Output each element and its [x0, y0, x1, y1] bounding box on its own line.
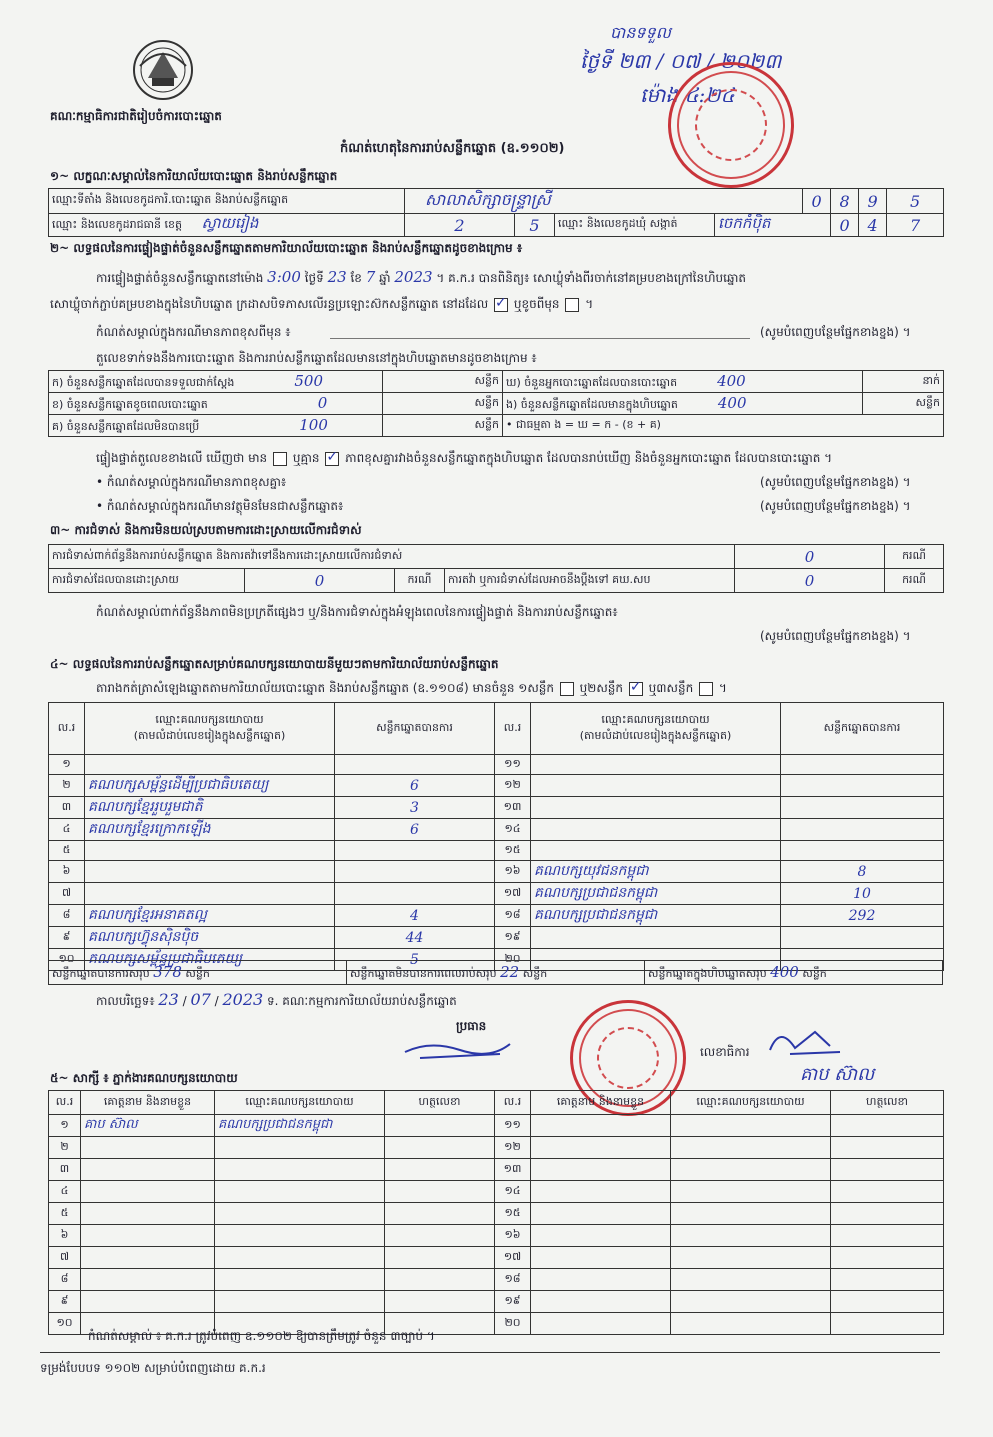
- party-votes: [781, 755, 944, 775]
- secretary-label: លេខាធិការ: [700, 1045, 750, 1059]
- verification-line: [96, 268, 746, 288]
- party-name: [531, 775, 781, 797]
- witness-name: [531, 1181, 671, 1203]
- complaints-value: 0: [735, 545, 885, 569]
- party-votes: [781, 775, 944, 797]
- party-votes: 44: [335, 927, 495, 949]
- row-number: ១១: [495, 755, 531, 775]
- col-party: [531, 703, 781, 755]
- total-valid-label: សន្លឹកឆ្នោតបានការសរុប: [52, 966, 150, 980]
- party-name: [85, 841, 335, 861]
- date-month: 07: [190, 990, 211, 1009]
- table-row: [49, 1291, 944, 1313]
- committee-label: ទ. គណៈកម្មការការិយាល័យរាប់សន្លឹកឆ្នោត: [267, 994, 457, 1008]
- col-signature: ហត្ថលេខា: [385, 1091, 495, 1115]
- table-row: [49, 755, 944, 775]
- witness-signature: [385, 1203, 495, 1225]
- tally-sheet-line: តារាងកត់ត្រាសំឡេងឆ្នោតតាមការិយាល័យបោះឆ្នោត និងរាប់សន្លឹកឆ្នោត (ឧ.១១០៨) មានចំនួន ១សន្លឹក ឬ២សន្លឹក ✓ ឬ៣សន្លឹក ។: [96, 680, 727, 698]
- witness-party: [215, 1203, 385, 1225]
- witness-name: គាប ស៊ាល: [81, 1115, 215, 1137]
- location-code-digit: 5: [887, 189, 944, 214]
- witness-name: [81, 1269, 215, 1291]
- count-label-text: ក) ចំនួនសន្លឹកឆ្នោតដែលបានទទួលជាក់ស្តែង: [52, 375, 235, 389]
- counts-intro: តួលេខទាក់ទងនឹងការបោះឆ្នោត និងការរាប់សន្លឹកឆ្នោតដែលមាននៅក្នុងហិបឆ្នោតមានដូចខាងក្រោម ៖: [96, 351, 537, 365]
- col-name: គោត្តនាម និងនាមខ្លួន: [531, 1091, 671, 1115]
- witness-signature: [831, 1269, 944, 1291]
- day-label: ថ្ងៃទី: [304, 271, 324, 285]
- irregularity-note: កំណត់សម្គាល់ពាក់ព័ន្ធនឹងភាពមិនប្រក្រតីផ្សេងៗ ឬ/និងការជំទាស់ក្នុងអំឡុងពេលនៃការផ្ទៀងផ្ទាត់ និងការរាប់សន្លឹកឆ្នោត៖: [96, 605, 618, 619]
- box-count: [503, 393, 863, 415]
- witness-party: [671, 1159, 831, 1181]
- table-row: [49, 883, 944, 905]
- row-number: ១៥: [495, 841, 531, 861]
- tally-intro: តារាងកត់ត្រាសំឡេងឆ្នោតតាមការិយាល័យបោះឆ្នោត និងរាប់សន្លឹកឆ្នោត (ឧ.១១០៨) មានចំនួន ១សន្លឹក: [96, 681, 554, 695]
- witness-name: [531, 1247, 671, 1269]
- party-name: គណបក្សសម្ព័ន្ធប្រជាធិបតេយ្យ: [85, 949, 335, 971]
- witness-party: [671, 1269, 831, 1291]
- party-votes: 4: [335, 905, 495, 927]
- table-row: [49, 1203, 944, 1225]
- party-name: គណបក្សខ្មែរក្រោកឡើង: [85, 819, 335, 841]
- table-row: [49, 1137, 944, 1159]
- witness-signature: [831, 1313, 944, 1335]
- nec-emblem-icon: [128, 38, 198, 102]
- section5-heading: ៥~ សាក្សី ៖ ភ្នាក់ងារគណបក្សនយោបាយ: [50, 1071, 238, 1085]
- table-row: [49, 1247, 944, 1269]
- party-votes: [335, 883, 495, 905]
- formula-note: • ជាធម្មតា ង = ឃ = ក - (ខ + គ): [503, 415, 944, 437]
- row-number: ៩: [49, 1291, 81, 1313]
- party-votes: 6: [335, 775, 495, 797]
- count-label-text: ខ) ចំនួនសន្លឹកឆ្នោតខូចពេលបោះឆ្នោត: [52, 397, 208, 411]
- row-number: ៨: [49, 1269, 81, 1291]
- row-number: ៧: [49, 1247, 81, 1269]
- party-name: គណបក្សហ៊្វុនស៊ិនប៉ិច: [85, 927, 335, 949]
- party-name: [531, 819, 781, 841]
- count-label: [49, 371, 383, 393]
- table-row: [49, 1115, 944, 1137]
- location-code-digit: 9: [859, 189, 887, 214]
- witness-name: [81, 1203, 215, 1225]
- footer-divider: [40, 1352, 940, 1353]
- row-number: ១៩: [495, 927, 531, 949]
- party-name: [85, 861, 335, 883]
- row-number: ១៨: [495, 905, 531, 927]
- witness-party: [215, 1247, 385, 1269]
- row-number: ៨: [49, 905, 85, 927]
- org-name: គណៈកម្មាធិការជាតិរៀបចំការបោះឆ្នោត: [50, 109, 222, 123]
- row-number: ១៣: [495, 1159, 531, 1181]
- witness-signature: [385, 1159, 495, 1181]
- col-no: ល.រ: [49, 703, 85, 755]
- witness-party: [671, 1137, 831, 1159]
- witness-name: [81, 1291, 215, 1313]
- witness-name: [81, 1137, 215, 1159]
- voters-label: ឃ) ចំនួនអ្នកបោះឆ្នោតដែលបានបោះឆ្នោត: [506, 375, 678, 389]
- fill-back-note: (សូមបំពេញបន្ថែមផ្នែកខាងខ្នង) ។: [760, 499, 911, 513]
- total-invalid-label: សន្លឹកឆ្នោតមិនបានការពេលរាប់សរុប: [350, 966, 497, 980]
- three-sheet-checkbox[interactable]: [699, 682, 713, 696]
- row-number: ១: [49, 1115, 81, 1137]
- total-box-label: សន្លឹកឆ្នោតក្នុងហិបឆ្នោតសរុប: [648, 966, 767, 980]
- witness-party: [671, 1247, 831, 1269]
- total-valid-value: 378: [153, 962, 182, 981]
- witness-signature: [385, 1225, 495, 1247]
- party-name: [85, 883, 335, 905]
- col-no: ល.រ: [495, 1091, 531, 1115]
- witness-name: [81, 1247, 215, 1269]
- witness-party: [215, 1159, 385, 1181]
- party-votes: 292: [781, 905, 944, 927]
- unit-sheet: សន្លឹក: [522, 966, 548, 980]
- party-name: គណបក្សប្រជាជនកម្ពុជា: [531, 883, 781, 905]
- fill-back-note: (សូមបំពេញបន្ថែមផ្នែកខាងខ្នង) ។: [760, 629, 911, 643]
- col-votes: សន្លឹកឆ្នោតបានការ: [335, 703, 495, 755]
- count-unit: សន្លឹក: [383, 393, 503, 415]
- year-label: ឆ្នាំ: [379, 271, 391, 285]
- witness-party: [671, 1225, 831, 1247]
- totals-table: [48, 960, 943, 985]
- complaints-label: ការជំទាស់ពាក់ព័ន្ធនឹងការរាប់សន្លឹកឆ្នោត និងការតវ៉ាទៅនឹងការដោះស្រាយលើការជំទាស់: [49, 545, 735, 569]
- witness-name: [531, 1115, 671, 1137]
- witness-signature: [385, 1115, 495, 1137]
- row-number: ៤: [49, 1181, 81, 1203]
- party-name: គណបក្សយុវជនកម្ពុជា: [531, 861, 781, 883]
- witness-name: [81, 1225, 215, 1247]
- count-label: [49, 415, 383, 437]
- row-number: ១៧: [495, 1247, 531, 1269]
- date-day: 23: [158, 990, 179, 1009]
- witness-party: [671, 1203, 831, 1225]
- unit-case: ករណី: [885, 545, 944, 569]
- verification-year: 2023: [394, 268, 433, 286]
- col-party: ឈ្មោះគណបក្សនយោបាយ: [671, 1091, 831, 1115]
- form-footer: ទម្រង់បែបបទ ១១០២ សម្រាប់បំពេញដោយ គ.ក.រ: [40, 1361, 266, 1375]
- box-count-value: 400: [717, 393, 747, 412]
- unit-sheet: សន្លឹក: [802, 966, 827, 980]
- col-votes: សន្លឹកឆ្នោតបានការ: [781, 703, 944, 755]
- commune-code-digit: 7: [887, 214, 944, 237]
- witness-name: [531, 1313, 671, 1335]
- two-sheet-label: ឬ២សន្លឹក: [579, 681, 624, 695]
- count-unit: នាក់: [863, 371, 944, 393]
- col-party-sub: (តាមលំដាប់លេខរៀងក្នុងសន្លឹកឆ្នោត): [579, 728, 732, 742]
- box-count-label: ង) ចំនួនសន្លឹកឆ្នោតដែលមានក្នុងហិបឆ្នោត: [506, 397, 678, 411]
- col-party: [85, 703, 335, 755]
- witness-signature: [831, 1247, 944, 1269]
- total-invalid-value: 22: [500, 962, 520, 981]
- party-votes: [781, 841, 944, 861]
- witness-party: [671, 1313, 831, 1335]
- form-title: កំណត់ហេតុនៃការរាប់សន្លឹកឆ្នោត (ឧ.១១០២): [340, 141, 565, 156]
- date-year: 2023: [222, 990, 264, 1009]
- commune-label: ឈ្មោះ និងលេខកូដឃុំ សង្កាត់: [555, 214, 715, 237]
- seal-check-line: សោឃ្លុំចាក់ភ្ជាប់គម្របខាងក្នុងនៃហិបឆ្នោត ក្រដាសបិទភាសលើរន្ធប្រឡោះស៊កសន្លឹកឆ្នោត នៅដដែល ✓ ឬខូចពីមុន ។: [50, 296, 593, 314]
- table-row: [49, 1159, 944, 1181]
- row-number: ២: [49, 1137, 81, 1159]
- witness-name: [531, 1203, 671, 1225]
- received-time: ម៉ោង ៤:២៤: [640, 83, 735, 107]
- unit-case: ករណី: [395, 569, 445, 593]
- witness-signature: [385, 1269, 495, 1291]
- row-number: ១២: [495, 1137, 531, 1159]
- row-number: ១៥: [495, 1203, 531, 1225]
- ballots-unused-value: 100: [299, 415, 328, 434]
- has-difference-checkbox[interactable]: [273, 452, 287, 466]
- verification-text: ការផ្ទៀងផ្ទាត់ចំនួនសន្លឹកឆ្នោតនៅម៉ោង: [96, 271, 264, 285]
- row-number: ៣: [49, 797, 85, 819]
- province-label-text: ឈ្មោះ និងលេខកូដរាជធានី ខេត្ត: [52, 218, 182, 231]
- province-value: ស្វាយរៀង: [201, 214, 259, 232]
- table-row: [49, 1269, 944, 1291]
- location-table: [48, 188, 944, 237]
- witness-party: [215, 1181, 385, 1203]
- verification-month: 7: [365, 268, 376, 286]
- witness-name: [531, 1269, 671, 1291]
- table-row: [49, 861, 944, 883]
- party-votes: 10: [781, 883, 944, 905]
- party-votes: [781, 819, 944, 841]
- fill-back-note: (សូមបំពេញបន្ថែមផ្នែកខាងខ្នង) ។: [760, 325, 911, 339]
- witness-name: [531, 1159, 671, 1181]
- row-number: ៣: [49, 1159, 81, 1181]
- seal-check-text: សោឃ្លុំចាក់ភ្ជាប់គម្របខាងក្នុងនៃហិបឆ្នោត ក្រដាសបិទភាសលើរន្ធប្រឡោះស៊កសន្លឹកឆ្នោត នៅដដែល: [50, 297, 489, 311]
- party-name: [531, 841, 781, 861]
- row-number: ១: [49, 755, 85, 775]
- party-votes: 6: [335, 819, 495, 841]
- commune-value: ចេកកំប៉ិត: [715, 214, 831, 237]
- table-row: [49, 1181, 944, 1203]
- row-number: ១២: [495, 775, 531, 797]
- location-code-digit: 0: [803, 189, 831, 214]
- witness-signature: [385, 1181, 495, 1203]
- resolved-value: 0: [245, 569, 395, 593]
- witness-party: គណបក្សប្រជាជនកម្ពុជា: [215, 1115, 385, 1137]
- party-name: [531, 755, 781, 775]
- party-votes: 3: [335, 797, 495, 819]
- party-name: គណបក្សប្រជាជនកម្ពុជា: [531, 905, 781, 927]
- section1-heading: ១~ លក្ខណៈសម្គាល់នៃការិយាល័យបោះឆ្នោត និងរាប់សន្លឹកឆ្នោត: [50, 169, 338, 183]
- row-number: ២០: [495, 1313, 531, 1335]
- location-code-digit: 8: [831, 189, 859, 214]
- row-number: ១៨: [495, 1269, 531, 1291]
- row-number: ១៦: [495, 1225, 531, 1247]
- ballots-received-value: 500: [294, 371, 323, 390]
- witness-name: [531, 1137, 671, 1159]
- party-votes: 5: [335, 949, 495, 971]
- witness-signature: [831, 1115, 944, 1137]
- witness-party: [215, 1291, 385, 1313]
- witness-signature: [831, 1291, 944, 1313]
- row-number: ៥: [49, 841, 85, 861]
- row-number: ១៤: [495, 819, 531, 841]
- voters-value: 400: [717, 371, 746, 390]
- compare-end: ភាពខុសគ្នារវាងចំនួនសន្លឹកឆ្នោតក្នុងហិបឆ្នោត ដែលបានរាប់ឃើញ និងចំនួនអ្នកបោះឆ្នោត ដែលបានបោះឆ្នោត ។: [345, 451, 833, 465]
- witness-name: [81, 1159, 215, 1181]
- witness-signature: [385, 1291, 495, 1313]
- party-name: គណបក្សខ្មែររួបរួមជាតិ: [85, 797, 335, 819]
- row-number: ១៣: [495, 797, 531, 819]
- total-box-value: 400: [770, 962, 799, 981]
- count-unit: សន្លឹក: [863, 393, 944, 415]
- col-name: គោត្តនាម និងនាមខ្លួន: [81, 1091, 215, 1115]
- witness-signature: [385, 1137, 495, 1159]
- table-row: [49, 1225, 944, 1247]
- row-number: ៧: [49, 883, 85, 905]
- resolved-label: ការជំទាស់ដែលបានដោះស្រាយ: [49, 569, 245, 593]
- party-votes: [335, 841, 495, 861]
- witness-signature: [831, 1159, 944, 1181]
- note-dotted-line: [330, 338, 750, 339]
- counts-table: [48, 370, 944, 437]
- row-number: ១១: [495, 1115, 531, 1137]
- party-name: [531, 927, 781, 949]
- party-name: [531, 797, 781, 819]
- col-party-text: ឈ្មោះគណបក្សនយោបាយ: [601, 712, 710, 726]
- received-date: ថ្ងៃទី ២៣ / ០៧ / ២០២៣: [580, 49, 782, 73]
- row-number: ១៩: [495, 1291, 531, 1313]
- voters-count: [503, 371, 863, 393]
- verification-day: 23: [327, 268, 347, 286]
- location-name-value: សាលាសិក្សា​ចន្រ្ទាស្រី: [405, 189, 803, 214]
- location-name-label: ឈ្មោះទីតាំង និងលេខកូដការិ.បោះឆ្នោត និងរាប់សន្លឹកឆ្នោត: [49, 189, 405, 214]
- witness-party: [671, 1291, 831, 1313]
- row-number: ២: [49, 775, 85, 797]
- table-row: [49, 819, 944, 841]
- table-row: [49, 797, 944, 819]
- province-label: [49, 214, 405, 237]
- section3-heading: ៣~ ការជំទាស់ និងការមិនយល់ស្របតាមការដោះស្រាយលើការជំទាស់: [50, 523, 362, 537]
- witness-signature: [831, 1137, 944, 1159]
- count-unit: សន្លឹក: [383, 415, 503, 437]
- month-label: ខែ: [350, 271, 362, 285]
- fill-back-note: (សូមបំពេញបន្ថែមផ្នែកខាងខ្នង) ។: [760, 475, 911, 489]
- no-difference-checkbox[interactable]: [325, 452, 339, 466]
- party-votes: [335, 755, 495, 775]
- row-number: ១៦: [495, 861, 531, 883]
- secretary-signature: [760, 1020, 850, 1060]
- table-row: [49, 927, 944, 949]
- bullet-difference: • កំណត់សម្គាល់ក្នុងករណីមានភាពខុសគ្នា៖: [96, 475, 287, 489]
- party-name: [85, 755, 335, 775]
- table-row: [49, 905, 944, 927]
- seal-broken-label: ឬខូចពីមុន: [513, 297, 560, 311]
- witness-name: [531, 1291, 671, 1313]
- witness-signature: [831, 1181, 944, 1203]
- chair-label: ប្រធាន: [456, 1019, 487, 1033]
- difference-note-label: កំណត់សម្គាល់ក្នុងករណីមានភាពខុសពីមុន ៖: [96, 325, 291, 339]
- ballots-spoiled-value: 0: [317, 393, 328, 412]
- row-number: ២០: [495, 949, 531, 971]
- row-number: ១០: [49, 1313, 81, 1335]
- party-name: គណបក្សសម្ព័ន្ធដើម្បីប្រជាធិបតេយ្យ: [85, 775, 335, 797]
- appeal-value: 0: [735, 569, 885, 593]
- seal-intact-checkbox[interactable]: [494, 298, 508, 312]
- compare-text: ផ្ទៀងផ្ទាត់តួលេខខាងលើ ឃើញថា មាន: [96, 451, 268, 465]
- witness-name: [81, 1181, 215, 1203]
- one-sheet-checkbox[interactable]: [560, 682, 574, 696]
- compare-line: [96, 450, 832, 468]
- witness-signature: [831, 1203, 944, 1225]
- witness-party: [215, 1269, 385, 1291]
- witness-signature: [385, 1247, 495, 1269]
- section4-heading: ៤~ លទ្ធផលនៃការរាប់សន្លឹកឆ្នោតសម្រាប់គណបក្សនយោបាយនីមួយៗតាមការិយាល័យរាប់សន្លឹកឆ្នោត: [50, 657, 499, 671]
- witness-party: [671, 1115, 831, 1137]
- unit-sheet: សន្លឹក: [185, 966, 210, 980]
- witness-party: [671, 1181, 831, 1203]
- province-code-digit: 5: [515, 214, 555, 237]
- col-party-sub: (តាមលំដាប់លេខរៀងក្នុងសន្លឹកឆ្នោត): [133, 728, 286, 742]
- commune-code-digit: 4: [859, 214, 887, 237]
- row-number: ៦: [49, 1225, 81, 1247]
- commune-code-digit: 0: [831, 214, 859, 237]
- date-label: កាលបរិច្ឆេទ៖: [96, 994, 155, 1008]
- results-table: [48, 702, 944, 971]
- total-box: [645, 961, 943, 985]
- table-row: [49, 775, 944, 797]
- two-sheet-checkbox[interactable]: [629, 682, 643, 696]
- three-sheet-label: ឬ៣សន្លឹក: [648, 681, 694, 695]
- footnote: កំណត់សម្គាល់ ៖ គ.ក.រ ត្រូវបំពេញ ឧ.១១០២ ឱ្យបានត្រឹមត្រូវ ចំនួន ៣ច្បាប់ ។: [88, 1329, 435, 1343]
- row-number: ៩: [49, 927, 85, 949]
- row-number: ៤: [49, 819, 85, 841]
- col-no: ល.រ: [495, 703, 531, 755]
- party-votes: [335, 861, 495, 883]
- witness-party: [215, 1225, 385, 1247]
- total-invalid: [347, 961, 645, 985]
- party-name: គណបក្សខ្មែរអនាគតល្អ: [85, 905, 335, 927]
- witness-signature: [831, 1225, 944, 1247]
- party-votes: [781, 927, 944, 949]
- witness-name: [531, 1225, 671, 1247]
- bullet-foreign-object: • កំណត់សម្គាល់ក្នុងករណីមានវត្ថុមិនមែនជាសន្លឹកឆ្នោត៖: [96, 499, 344, 513]
- party-votes: [781, 797, 944, 819]
- secretary-name: គាប ស៊ាល: [800, 1064, 875, 1085]
- party-votes: 8: [781, 861, 944, 883]
- verification-time: 3:00: [267, 268, 301, 286]
- row-number: ៦: [49, 861, 85, 883]
- appeal-label: ការតវ៉ា ឬការជំទាស់ដែលអាចនឹងប្តឹងទៅ គឃ.សប: [445, 569, 735, 593]
- chair-signature: [400, 1030, 520, 1066]
- count-label: [49, 393, 383, 415]
- count-label-text: គ) ចំនួនសន្លឹកឆ្នោតដែលមិនបានប្រើ: [52, 419, 200, 433]
- row-number: ១០: [49, 949, 85, 971]
- row-number: ៥: [49, 1203, 81, 1225]
- compare-mid: ឬគ្មាន: [292, 451, 320, 465]
- row-number: ១៧: [495, 883, 531, 905]
- official-seal-stamp: [668, 62, 794, 188]
- table-row: [49, 841, 944, 861]
- verification-text-b: ។ គ.ក.រ បានពិនិត្យ៖ សោឃ្លុំទាំងពីរចាក់នៅគម្របខាងក្រៅនៃហិបឆ្នោត: [436, 271, 746, 285]
- col-party-text: ឈ្មោះគណបក្សនយោបាយ: [155, 712, 264, 726]
- province-code-digit: 2: [405, 214, 515, 237]
- col-signature: ហត្ថលេខា: [831, 1091, 944, 1115]
- section2-heading: ២~ លទ្ធផលនៃការផ្ទៀងផ្ទាត់ចំនួនសន្លឹកឆ្នោតតាមការិយាល័យបោះឆ្នោត និងរាប់សន្លឹកឆ្នោតដូចខាងក្រោម ៖: [50, 241, 523, 255]
- received-label: បានទទួល: [610, 23, 671, 42]
- witness-table: [48, 1090, 944, 1335]
- row-number: ១៤: [495, 1181, 531, 1203]
- col-no: ល.រ: [49, 1091, 81, 1115]
- witness-party: [215, 1137, 385, 1159]
- seal-broken-checkbox[interactable]: [565, 298, 579, 312]
- signature-date-line: កាលបរិច្ឆេទ៖ 23 / 07 / 2023 ទ. គណៈកម្មការការិយាល័យរាប់សន្លឹកឆ្នោត: [96, 990, 457, 1009]
- count-unit: សន្លឹក: [383, 371, 503, 393]
- complaints-table: [48, 544, 944, 593]
- col-party: ឈ្មោះគណបក្សនយោបាយ: [215, 1091, 385, 1115]
- unit-case: ករណី: [885, 569, 944, 593]
- total-valid: [49, 961, 347, 985]
